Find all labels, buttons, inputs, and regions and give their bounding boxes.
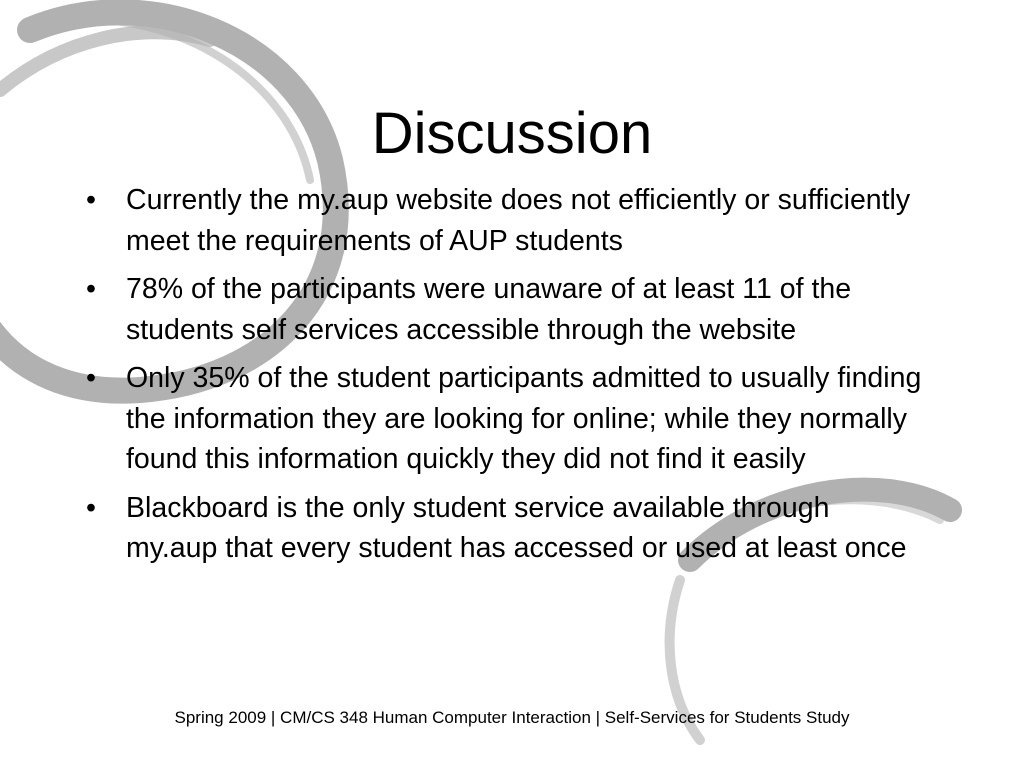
bullet-dot: • [86, 184, 96, 216]
bullet-dot: • [86, 491, 96, 524]
slide-footer [0, 707, 1024, 729]
slide-title: Discussion [371, 101, 653, 166]
bullet-text: 78% of the participants were unaware of at least 11 of the students self services accessible through the website [126, 273, 852, 346]
bullet-text: Only 35% of the student participants admitted to usually finding the information they are looking for online; while they normally found this information quickly they did not find it easily [126, 362, 922, 475]
bullet-dot: • [86, 273, 96, 305]
bullet-item [86, 180, 926, 261]
bullet-item [86, 488, 926, 569]
bullet-item [86, 269, 926, 350]
bullet-list [86, 180, 926, 577]
bullet-item [86, 358, 926, 480]
bullet-dot: • [86, 362, 96, 394]
footer-text: Spring 2009 | CM/CS 348 Human Computer Interaction | Self-Services for Students Study [174, 708, 850, 727]
bullet-text: Blackboard is the only student service available through my.aup that every student has accessed or used at least once [126, 491, 907, 564]
bullet-text: Currently the my.aup website does not efficiently or sufficiently meet the requirements of AUP students [126, 184, 911, 257]
